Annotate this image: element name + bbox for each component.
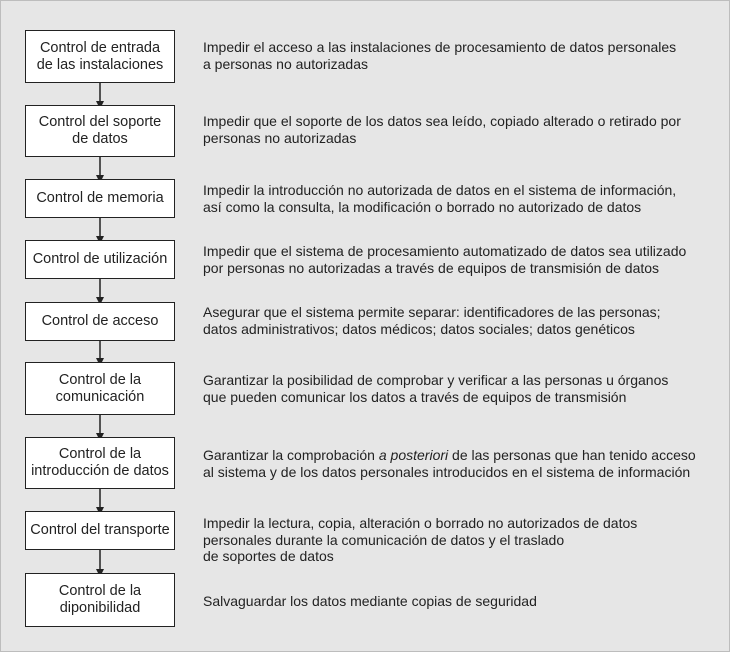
step-box-soporte-datos: Control del soporte de datos: [25, 105, 175, 157]
step-box-disponibilidad: Control de la diponibilidad: [25, 573, 175, 627]
step-description-memoria: Impedir la introducción no autorizada de datos en el sistema de información, así como la consulta, la modificación o borrado no autorizado de datos: [203, 182, 677, 215]
step-description-acceso: Asegurar que el sistema permite separar: identificadores de las personas; datos administrativos; datos médicos; datos sociales; datos genéticos: [203, 304, 661, 337]
step-box-memoria: Control de memoria: [25, 179, 175, 218]
step-box-introduccion-datos: Control de la introducción de datos: [25, 437, 175, 489]
step-description-soporte-datos: Impedir que el soporte de los datos sea leído, copiado alterado o retirado por personas no autorizadas: [203, 113, 681, 146]
step-box-utilizacion: Control de utilización: [25, 240, 175, 279]
description-emphasis: a posteriori: [378, 447, 449, 463]
step-box-entrada-instalaciones: Control de entrada de las instalaciones: [25, 30, 175, 83]
step-box-acceso: Control de acceso: [25, 302, 175, 341]
step-description-transporte: Impedir la lectura, copia, alteración o borrado no autorizados de datos personales durante la comunicación de datos y el traslado de soportes de datos: [203, 515, 638, 564]
step-description-introduccion-datos: [203, 447, 723, 480]
step-description-comunicacion: Garantizar la posibilidad de comprobar y verificar a las personas u órganos que pueden comunicar los datos a través de equipos de transmisión: [203, 372, 669, 405]
description-text: de las personas que han tenido acceso al sistema y de los datos personales introducidos en el sistema de información: [203, 447, 696, 480]
step-description-utilizacion: Impedir que el sistema de procesamiento automatizado de datos sea utilizado por personas no autorizadas a través de equipos de transmisión de datos: [203, 243, 687, 276]
step-box-transporte: Control del transporte: [25, 511, 175, 550]
step-box-comunicacion: Control de la comunicación: [25, 362, 175, 415]
step-description-disponibilidad: Salvaguardar los datos mediante copias de seguridad: [203, 593, 537, 609]
step-description-entrada-instalaciones: Impedir el acceso a las instalaciones de procesamiento de datos personales a personas no autorizadas: [203, 39, 677, 72]
description-text: Garantizar la comprobación: [203, 447, 379, 463]
